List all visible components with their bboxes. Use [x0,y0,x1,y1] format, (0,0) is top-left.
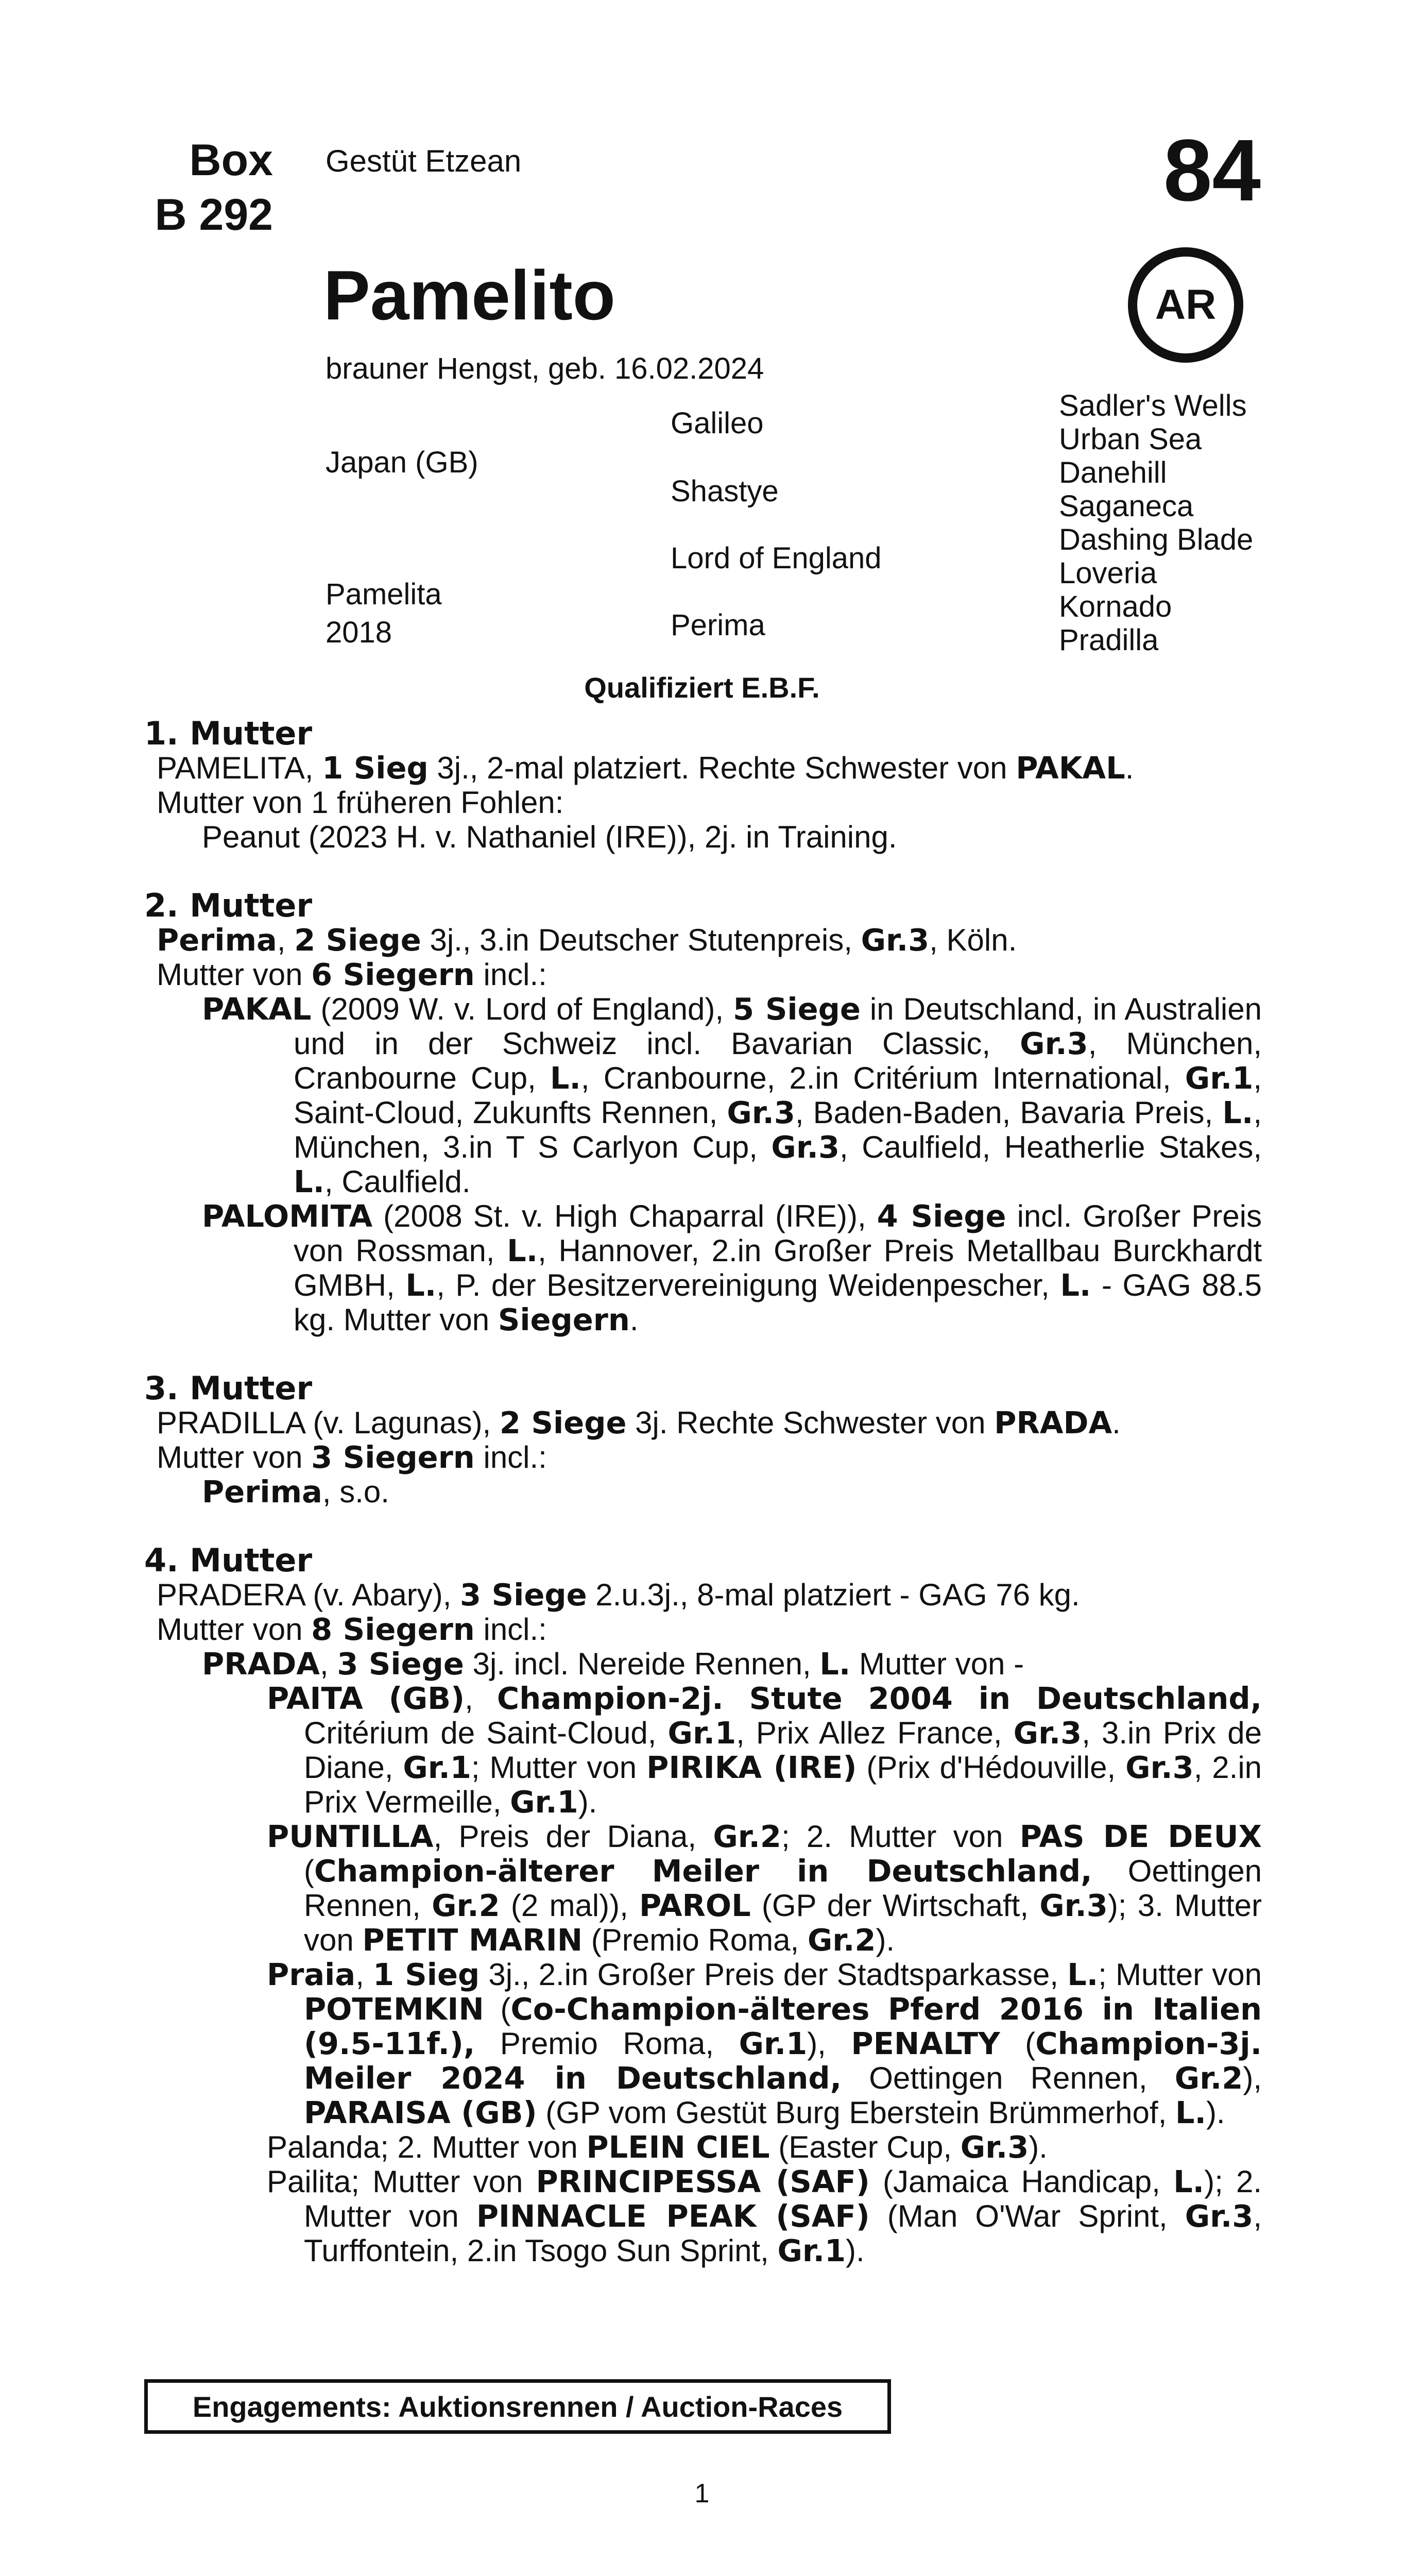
mutter1-heading: 1. Mutter [144,715,313,752]
pedigree-dam-sire: Lord of England [671,541,882,575]
mutter2-line: Perima, 2 Siege 3j., 3.in Deutscher Stutenpreis, Gr.3, Köln. [157,922,1017,958]
progeny-palanda: Palanda; 2. Mutter von PLEIN CIEL (Easter Cup, Gr.3). [267,2129,1048,2165]
mutter4-line: PRADERA (v. Abary), 3 Siege 2.u.3j., 8-mal platziert - GAG 76 kg. [157,1577,1080,1613]
box-label-line1: Box [189,135,273,185]
pedigree-dam-year: 2018 [326,616,392,649]
progeny-praia: Praia, 1 Sieg 3j., 2.in Großer Preis der Stadtsparkasse, L.; Mutter von POTEMKIN (Co-Champion-älteres Pferd 2016 in Italien (9.5-11f.), Premio Roma, Gr.1), PENALTY (Champion-3j. Meiler 2024 in Deutschland, Oettingen Rennen, Gr.2), PARAISA (GB) (GP vom Gestüt Burg Eberstein Brümmerhof, L.). [267,1957,1262,2130]
mutter1-foal-peanut: Peanut (2023 H. v. Nathaniel (IRE)), 2j. in Training. [202,820,897,854]
box-label-line2: B 292 [155,190,273,240]
progeny-palomita: PALOMITA (2008 St. v. High Chaparral (IRE)), 4 Siege incl. Großer Preis von Rossman, L., Hannover, 2.in Großer Preis Metallbau Burckhardt GMBH, L., P. der Besitzervereinigung Weidenpescher, L. - GAG 88.5 kg. Mutter von Siegern. [202,1198,1262,1337]
pedigree-gen3-item: Pradilla [1059,623,1159,657]
pedigree-dam-dam: Perima [671,608,765,642]
horse-name: Pamelito [323,256,615,334]
dam-line-content [144,716,1262,2268]
mutter2-winners-line: Mutter von 6 Siegern incl.: [157,957,547,992]
pedigree-gen3-item: Urban Sea [1059,422,1202,456]
pedigree-gen3-item: Loveria [1059,556,1157,590]
mutter3-line: PRADILLA (v. Lagunas), 2 Siege 3j. Rechte Schwester von PRADA. [157,1405,1121,1440]
mutter3-heading: 3. Mutter [144,1369,313,1407]
pedigree-gen3-item: Dashing Blade [1059,523,1254,556]
horse-description: brauner Hengst, geb. 16.02.2024 [326,352,764,385]
progeny-prada: PRADA, 3 Siege 3j. incl. Nereide Rennen, L. Mutter von - [202,1646,1024,1682]
pedigree-gen3-item: Saganeca [1059,489,1194,523]
mutter4-winners-line: Mutter von 8 Siegern incl.: [157,1612,547,1647]
box-label [144,133,273,242]
pedigree-sire-sire: Galileo [671,406,764,440]
mutter1-foals-line: Mutter von 1 früheren Fohlen: [157,785,564,820]
ar-badge [1128,247,1243,363]
progeny-paita: PAITA (GB), Champion-2j. Stute 2004 in Deutschland, Critérium de Saint-Cloud, Gr.1, Prix Allez France, Gr.3, 3.in Prix de Diane, Gr.1; Mutter von PIRIKA (IRE) (Prix d'Hédouville, Gr.3, 2.in Prix Vermeille, Gr.1). [267,1681,1262,1820]
mutter3-winners-line: Mutter von 3 Siegern incl.: [157,1439,547,1475]
page-number: 1 [694,2479,710,2509]
breeder: Gestüt Etzean [326,144,522,178]
pedigree-sire: Japan (GB) [326,446,478,479]
ar-badge-text: AR [1155,281,1217,328]
qualified-ebf: Qualifiziert E.B.F. [584,671,820,704]
pedigree-dam: Pamelita [326,578,442,611]
pedigree-sire-dam: Shastye [671,474,779,508]
engagements-text: Engagements: Auktionsrennen / Auction-Races [192,2390,843,2423]
engagements-box [144,2379,891,2434]
mutter1-line: PAMELITA, 1 Sieg 3j., 2-mal platziert. Rechte Schwester von PAKAL. [157,750,1134,786]
progeny-pailita: Pailita; Mutter von PRINCIPESSA (SAF) (Jamaica Handicap, L.); 2. Mutter von PINNACLE PEAK (SAF) (Man O'War Sprint, Gr.3, Turffontein, 2.in Tsogo Sun Sprint, Gr.1). [267,2164,1262,2268]
pedigree-gen3-item: Sadler's Wells [1059,389,1247,422]
mutter2-heading: 2. Mutter [144,887,313,924]
pedigree-gen3-item: Danehill [1059,456,1167,489]
mutter4-heading: 4. Mutter [144,1541,313,1579]
progeny-pakal: PAKAL (2009 W. v. Lord of England), 5 Siege in Deutschland, in Australien und in der Schweiz incl. Bavarian Classic, Gr.3, München, Cranbourne Cup, L., Cranbourne, 2.in Critérium International, Gr.1, Saint-Cloud, Zukunfts Rennen, Gr.3, Baden-Baden, Bavaria Preis, L., München, 3.in T S Carlyon Cup, Gr.3, Caulfield, Heatherlie Stakes, L., Caulfield. [202,991,1262,1199]
lot-number: 84 [1163,122,1261,219]
pedigree-third-generation [1059,389,1253,657]
progeny-perima: Perima, s.o. [202,1474,389,1510]
pedigree-gen3-item: Kornado [1059,590,1172,623]
progeny-puntilla: PUNTILLA, Preis der Diana, Gr.2; 2. Mutter von PAS DE DEUX (Champion-älterer Meiler in Deutschland, Oettingen Rennen, Gr.2 (2 mal)), PAROL (GP der Wirtschaft, Gr.3); 3. Mutter von PETIT MARIN (Premio Roma, Gr.2). [267,1819,1262,1958]
